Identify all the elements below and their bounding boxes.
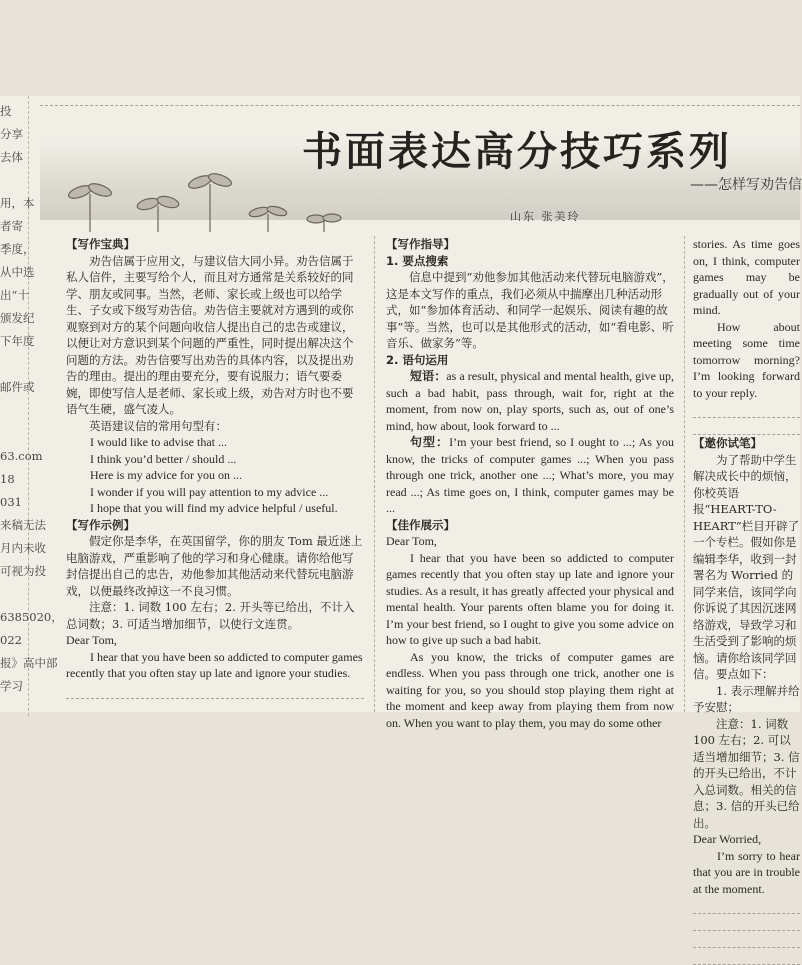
edge-line: 用，本 bbox=[0, 196, 35, 210]
sentence-pattern: I would like to advise that ... bbox=[90, 435, 227, 449]
column-1 bbox=[66, 236, 364, 706]
sentence-pattern: I wonder if you will pay attention to my advice ... bbox=[90, 484, 329, 499]
edge-line: 报》高中部 bbox=[0, 656, 58, 670]
column-3 bbox=[693, 236, 800, 896]
edge-line: 季度， bbox=[0, 242, 35, 256]
paragraph: I hear that you have been so addicted to computer games recently that you often stay up late and ignore your studies. As a result, it has greatly affected your physical and mental health. Your parents often blame you for doing it. I’m your best friend, so I ought to give you some advice on how to give up such a bad habit. bbox=[386, 550, 674, 647]
column-divider bbox=[374, 236, 375, 712]
section-heading: 【邀你试笔】 bbox=[693, 436, 762, 450]
column-divider bbox=[684, 236, 685, 712]
salutation: Dear Worried, bbox=[693, 832, 762, 846]
paragraph: 假定你是李华，在英国留学，你的朋友 Tom 最近迷上电脑游戏，严重影响了他的学习和身心健康。请你给他写封信提出自己的忠告，劝他参加其他活动来代替玩电脑游戏，以便最终改掉这一不良习惯。 bbox=[66, 534, 363, 598]
pattern-list: I’m your best friend, so I ought to ...; As you know, the tricks of computer games ...; When you pass through one trick, another one ...; What’s more, you may read ...; As time goes on, I think, computer games may be ... bbox=[386, 435, 674, 515]
writing-line bbox=[693, 418, 800, 435]
edge-line: 颁发纪 bbox=[0, 311, 35, 325]
writing-line bbox=[693, 948, 800, 965]
section-heading: 【佳作展示】 bbox=[386, 517, 455, 532]
salutation: Dear Tom, bbox=[386, 534, 437, 548]
paragraph: 英语建议信的常用句型有： bbox=[89, 418, 227, 433]
writing-line bbox=[66, 682, 364, 699]
paragraph: stories. As time goes on, I think, computer games may be gradually out of your mind. bbox=[693, 237, 800, 317]
phrase-list: as a result, physical and mental health, give up, such a bad habit, pass through, wait for, right at the moment, from now on, play sports, such as, out of one’s mind, how about, look forward to ... bbox=[386, 369, 674, 433]
column-2 bbox=[386, 236, 674, 730]
edge-line: 来稿无法 bbox=[0, 518, 46, 532]
subheading: 2. 语句运用 bbox=[386, 352, 449, 367]
paragraph: I’m sorry to hear that you are in trouble at the moment. bbox=[693, 848, 800, 896]
left-edge-column bbox=[0, 96, 63, 716]
sentence-pattern: I think you’d better / should ... bbox=[90, 451, 237, 466]
writing-line bbox=[693, 914, 800, 931]
edge-line bbox=[0, 583, 28, 606]
edge-line: 022 bbox=[0, 633, 22, 647]
edge-line: 下年度 bbox=[0, 334, 35, 348]
salutation: Dear Tom, bbox=[66, 633, 117, 647]
edge-line: 分享 bbox=[0, 127, 23, 141]
writing-line bbox=[693, 401, 800, 418]
edge-line: 邮件或 bbox=[0, 380, 35, 394]
note: 注意：1. 词数 100 左右；2. 可以适当增加细节；3. 信的开头已给出，不计入总词数。相关的信息；3. 信的开头已给出。 bbox=[693, 716, 800, 830]
sentence-pattern: I hope that you will find my advice helpful / useful. bbox=[90, 501, 338, 515]
paragraph: 为了帮助中学生解决成长中的烦恼，你校英语报“HEART-TO-HEART”栏目开辟了一个专栏。假如你是编辑李华，收到一封署名为 Worried 的同学来信，该同学向你诉说了其因沉迷网络游戏，导致学习和生活受到了影响的烦恼。请你给该同学回信。要点如下： bbox=[693, 452, 800, 681]
edge-line: 者寄 bbox=[0, 219, 23, 233]
edge-line: 63.com bbox=[0, 449, 43, 463]
author-byline: 山东 张美玲 bbox=[510, 210, 581, 223]
newspaper-page bbox=[0, 96, 802, 896]
subheading: 1. 要点搜索 bbox=[386, 253, 449, 268]
edge-line: 月内未收 bbox=[0, 541, 46, 555]
article-header bbox=[40, 104, 800, 234]
sentence-pattern: Here is my advice for you on ... bbox=[90, 468, 242, 482]
writing-line bbox=[693, 931, 800, 948]
note: 注意：1. 词数 100 左右；2. 开头等已给出，不计入总词数；3. 可适当增加细节，以使行文连贯。 bbox=[66, 600, 355, 631]
edge-line: 投 bbox=[0, 104, 12, 118]
edge-line: 去体 bbox=[0, 150, 23, 164]
edge-line bbox=[0, 169, 28, 192]
paragraph: How about meeting some time tomorrow morning? I’m looking forward to your reply. bbox=[693, 319, 800, 400]
edge-line: 从中选 bbox=[0, 265, 35, 279]
section-heading: 【写作示例】 bbox=[66, 517, 135, 532]
paragraph: 信息中提到“劝他参加其他活动来代替玩电脑游戏”，这是本文写作的重点，我们必须从中揣摩出几种活动形式，如“参加体育活动、和同学一起娱乐、阅读有趣的故事”等。当然，也可以是其他形式的活动，如“看电影、听音乐、做家务”等。 bbox=[386, 270, 674, 350]
paragraph: 1. 表示理解并给予安慰； bbox=[693, 683, 800, 714]
section-heading: 【写作指导】 bbox=[386, 237, 455, 251]
label: 短语： bbox=[410, 369, 447, 383]
writing-line bbox=[693, 897, 800, 914]
edge-line: 18 bbox=[0, 472, 15, 486]
edge-line: 031 bbox=[0, 495, 22, 509]
paragraph: I hear that you have been so addicted to computer games recently that you often stay up late and ignore your studies. bbox=[66, 649, 363, 680]
edge-line bbox=[0, 422, 28, 445]
sprout-illustration bbox=[40, 154, 340, 234]
edge-line: 出“十 bbox=[0, 288, 29, 302]
paragraph: As you know, the tricks of computer games are endless. When you pass through one trick, another one is waiting for you, so you should stop playing them right at the moment and keep away from playing them from now on. When you want to play them, you may do some other bbox=[386, 649, 674, 730]
article-subtitle: ——怎样写劝告信 bbox=[690, 177, 802, 193]
edge-line: 可视为投 bbox=[0, 564, 46, 578]
edge-line: 6385020， bbox=[0, 610, 63, 624]
edge-line bbox=[0, 353, 28, 376]
paragraph: 劝告信属于应用文，与建议信大同小异。劝告信属于私人信件，主要写给个人，而且对方通常是关系较好的同学、朋友或同事。当然，老师、家长或上级也可以给学生、子女或下级写劝告信。劝告信主要就对方遇到的或你观察到对方的某个问题向收信人提出自己的忠告或建议，以便让对方意识到某个问题的严重性，同时提出解决这个问题的方法。劝告信要写出劝告的具体内容，以及提出劝告的理由。提出的理由要充分，要有说服力；语气要委婉，即使写信人是老师、家长或上级，劝告对方时也不要语气生硬，盛气凌人。 bbox=[66, 253, 354, 416]
section-heading: 【写作宝典】 bbox=[66, 237, 135, 251]
label: 句型： bbox=[410, 435, 450, 449]
article-title: 书面表达高分技巧系列 bbox=[302, 129, 732, 175]
edge-line: 学习 bbox=[0, 679, 23, 693]
edge-line bbox=[0, 399, 28, 422]
